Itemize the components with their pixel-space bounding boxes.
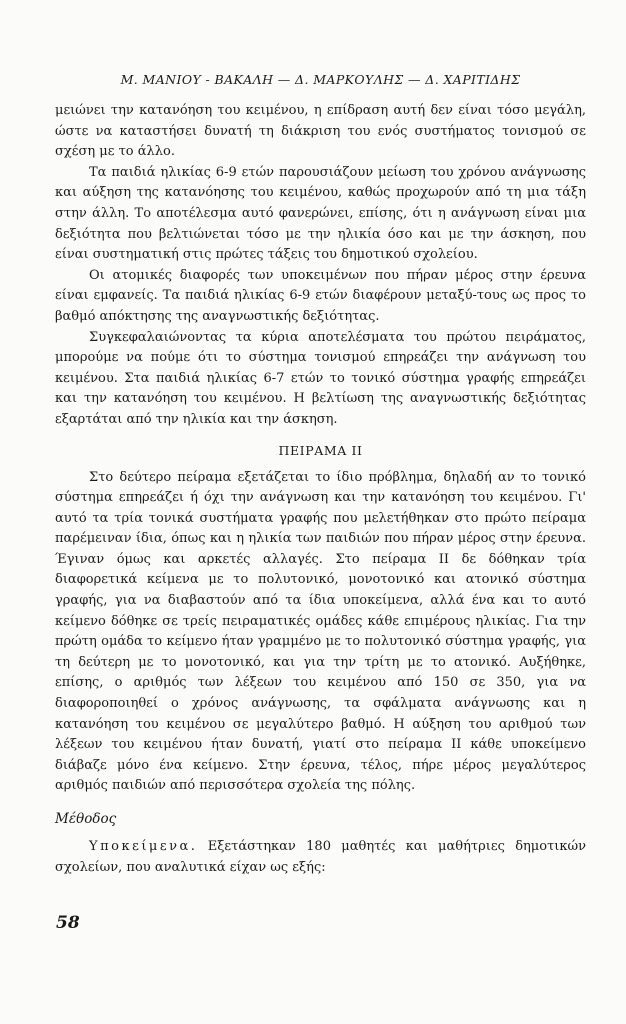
body-text bbox=[55, 101, 586, 878]
subjects-text: Εξετάστηκαν 180 μαθητές και μαθήτριες δημοτικών σχολείων, που αναλυτικά είχαν ως εξής: bbox=[55, 839, 587, 875]
paragraph: μειώνει την κατανόηση του κειμένου, η επίδραση αυτή δεν είναι τόσο μεγάλη, ώστε να καταστήσει δυνατή τη διάκριση του ενός συστήματος τονισμού σε σχέση με το άλλο. bbox=[55, 103, 586, 160]
paragraph: Τα παιδιά ηλικίας 6-9 ετών παρουσιάζουν μείωση του χρόνου ανάγνωσης και αύξηση της κατανόησης του κειμένου, καθώς προχωρούν από τη μια τάξη στην άλλη. Το αποτέλεσμα αυτό φανερώνει, επίσης, ότι η ανάγνωση είναι μια δεξιότητα που βελτιώνεται τόσο με την ηλικία όσο και με την άσκηση, που είναι συστηματική στις πρώτες τάξεις του δημοτικού σχολείου. bbox=[55, 164, 586, 263]
subjects-label: Υποκείμενα. bbox=[89, 839, 198, 854]
paragraph: Οι ατομικές διαφορές των υποκειμένων που πήραν μέρος στην έρευνα είναι εμφανείς. Τα παιδιά ηλικίας 6-9 ετών διαφέρουν μεταξύ-τους ως προς το βαθμό απόκτησης της αναγνωστικής δεξιότητας. bbox=[55, 267, 586, 324]
page-content bbox=[55, 72, 586, 878]
method-heading: Μέθοδος bbox=[55, 811, 117, 827]
paragraph: Στο δεύτερο πείραμα εξετάζεται το ίδιο πρόβλημα, δηλαδή αν το τονικό σύστημα επηρεάζει ή όχι την ανάγνωση και την κατανόηση του κειμένου. Γι' αυτό τα τρία τονικά συστήματα γραφής που μελετήθηκαν στο πρώτο πείραμα παρέμειναν ίδια, όπως και η ηλικία των παιδιών που πήραν μέρος στην έρευνα. Έγιναν όμως και αρκετές αλλαγές. Στο πείραμα ΙΙ δε δόθηκαν τρία διαφορετικά κείμενα με το πολυτονικό, μονοτονικό και ατονικό σύστημα γραφής, για να διαβαστούν από τα ίδια υποκείμενα, αλλά ένα και το αυτό κείμενο δόθηκε σε τρείς πειραματικές ομάδες κάθε επιμέρους ηλικίας. Για την πρώτη ομάδα το κείμενο ήταν γραμμένο με το πολυτονικό σύστημα γραφής, για τη δεύτερη με το μονοτονικό, και για την τρίτη με το ατονικό. Αυξήθηκε, επίσης, ο αριθμός των λέξεων του κειμένου από 150 σε 350, για να διαφοροποιηθεί ο χρόνος ανάγνωσης, τα σφάλματα ανάγνωσης και η κατανόηση του κειμένου σε μεγαλύτερο βαθμό. Η αύξηση του αριθμού των λέξεων του κειμένου ήταν δυνατή, γιατί στο πείραμα ΙΙ κάθε υποκείμενο διάβαζε μόνο ένα κείμενο. Στην έρευνα, τέλος, πήρε μέρος μεγαλύτερος αριθμός παιδιών από περισσότερα σχολεία της πόλης. bbox=[55, 469, 586, 794]
page-number: 58 bbox=[56, 913, 80, 933]
paragraph: Συγκεφαλαιώνοντας τα κύρια αποτελέσματα του πρώτου πειράματος, μπορούμε να πούμε ότι το σύστημα τονισμού επηρεάζει την ανάγνωση του κειμένου. Στα παιδιά ηλικίας 6-7 ετών το τονικό σύστημα γραφής επηρεάζει και την κατανόηση του κειμένου. Η βελτίωση της αναγνωστικής δεξιότητας εξαρτάται από την ηλικία και την άσκηση. bbox=[55, 329, 586, 427]
subjects-paragraph bbox=[55, 837, 586, 878]
section-heading: ΠΕΙΡΑΜΑ ΙΙ bbox=[278, 442, 363, 458]
running-head: Μ. ΜΑΝΙΟΥ - ΒΑΚΑΛΗ — Δ. ΜΑΡΚΟΥΛΗΣ — Δ. ΧΑΡΙΤΙΔΗΣ bbox=[120, 72, 521, 87]
